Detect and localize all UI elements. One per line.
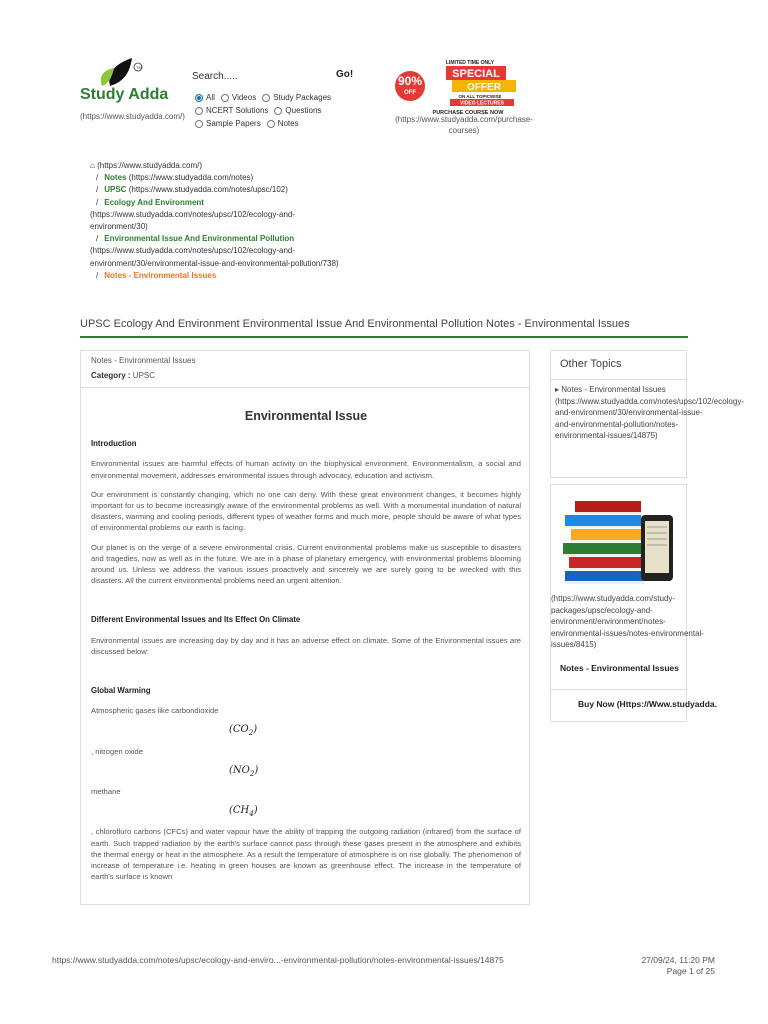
promo-limited: LIMITED TIME ONLY	[445, 60, 495, 66]
formula-ch4: $(CH_4)$	[229, 805, 258, 819]
breadcrumb-item-notes[interactable]: / Notes (https://www.studyadda.com/notes)	[96, 173, 254, 183]
search-options-row-3	[195, 119, 305, 128]
card-category: Category : UPSC	[91, 371, 156, 380]
formula-co2: $(CO_2)$	[229, 724, 258, 738]
promo-on-all: ON ALL TOPICWISE	[458, 94, 502, 99]
radio-icon[interactable]	[262, 94, 270, 102]
logo-text: Study Adda	[80, 86, 169, 103]
formula-no2: $(NO_2)$	[229, 764, 259, 778]
notes-card	[80, 350, 530, 905]
study-package-panel	[550, 484, 717, 722]
radio-icon[interactable]	[195, 107, 203, 115]
svg-text:TM: TM	[136, 65, 142, 70]
breadcrumb-item-environmental-issue[interactable]: / Environmental Issue And Environmental Pollution (https://www.studyadda.com/notes/upsc/102/ecology-and-environment/30/environmental-issue-and-environmental-pollution/738)	[90, 234, 339, 268]
logo-url[interactable]: (https://www.studyadda.com/)	[80, 112, 185, 121]
study-adda-logo[interactable]	[80, 56, 180, 106]
option-sample-papers[interactable]: Sample Papers	[195, 119, 261, 128]
paragraph: Our planet is on the verge of a severe environmental crisis. Current environmental problems make us susceptible to disasters and tragedies, now as well as in the future. We are in a phase of planetary emergency, with environmental problems blooming around us. Unless we address the various issues proactively and sincerely we are surely going to be wrecked with this disasters. All the current environmental problems need an urgent attention.	[91, 542, 521, 586]
card-header	[81, 351, 529, 388]
card-note-name: Notes - Environmental Issues	[91, 356, 196, 365]
search-options-row-1	[195, 93, 337, 102]
study-package-url[interactable]: (https://www.studyadda.com/study-packages/upsc/ecology-and-environment/environment/notes-environmental-issues/notes-environmental-issues/8415)	[551, 594, 704, 649]
option-all[interactable]: All	[195, 93, 215, 102]
article-content	[91, 411, 521, 890]
article-title: Environmental Issue	[244, 409, 368, 423]
paragraph: Environmental issues are increasing day by day and it has an adverse effect on climate. Some of the Environmental issues are discussed below:	[91, 635, 521, 656]
footer-page-number: Page 1 of 25	[666, 966, 715, 976]
promo-purchase: PURCHASE COURSE NOW	[432, 110, 504, 116]
intro-heading: Introduction	[91, 439, 137, 449]
search-input[interactable]: Search.....	[192, 71, 238, 82]
promo-special: SPECIAL	[452, 68, 500, 80]
promo-url[interactable]: (https://www.studyadda.com/purchase-courses)	[395, 115, 533, 135]
paragraph: Environmental issues are harmful effects of human activity on the biophysical environment. Environmentalism, a social and environmental movement, addresses environmental issues through advocacy, education and activism.	[91, 459, 521, 480]
books-tablet-image[interactable]	[561, 493, 679, 593]
promo-off: OFF	[404, 90, 416, 96]
radio-icon[interactable]	[274, 107, 282, 115]
paragraph: , chlorofluro carbons (CFCs) and water vapour have the ability of trapping the outgoing radiation (infrared) from the surface of earth. Such trapped radiation by the earth's surface cannot pass through these gases present in the atmosphere and exhibits the thermal energy or heat in the atmosphere. As a result the temperature of atmosphere is on rise globally. The phenomenon of increase of temperature i.e. heating in green houses are known as greenhouse effect. The increase in the temperature of earth's surface is known	[91, 827, 521, 882]
footer-datetime: 27/09/24, 11:20 PM	[641, 955, 715, 965]
other-topic-link[interactable]: ▸ Notes - Environmental Issues (https://www.studyadda.com/notes/upsc/102/ecology-and-environment/30/environmental-issue-and-environmental-pollution/notes-environmental-issues/14875)	[555, 385, 744, 440]
radio-icon[interactable]	[221, 94, 229, 102]
option-questions[interactable]: Questions	[274, 106, 321, 115]
section-heading-effect: Different Environmental Issues and Its Effect On Climate	[91, 615, 301, 625]
promo-percent: 90%	[397, 74, 423, 88]
option-notes[interactable]: Notes	[267, 119, 299, 128]
option-videos[interactable]: Videos	[221, 93, 256, 102]
section-heading-global-warming: Global Warming	[91, 686, 151, 696]
special-offer-banner[interactable]	[394, 58, 522, 118]
promo-offer: OFFER	[467, 82, 501, 93]
breadcrumb-home[interactable]: ⌂ (https://www.studyadda.com/)	[90, 161, 203, 170]
radio-icon[interactable]	[195, 94, 203, 102]
breadcrumb-item-current: / Notes - Environmental Issues	[96, 270, 217, 280]
paragraph: Atmospheric gases like carbondioxide	[91, 706, 219, 716]
breadcrumb-item-upsc[interactable]: / UPSC (https://www.studyadda.com/notes/upsc/102)	[96, 185, 288, 195]
promo-video: VIDEO LECTURES	[460, 100, 504, 107]
footer-url: https://www.studyadda.com/notes/upsc/ecology-and-enviro...-environmental-pollution/notes-environmental-issues/14875	[52, 955, 504, 965]
study-package-name: Notes - Environmental Issues	[559, 663, 680, 673]
option-ncert-solutions[interactable]: NCERT Solutions	[195, 106, 268, 115]
radio-icon[interactable]	[267, 120, 275, 128]
home-icon: ⌂	[90, 161, 95, 170]
title-divider	[80, 336, 688, 338]
go-button[interactable]: Go!	[336, 69, 354, 80]
paragraph: Our environment is constantly changing, which no one can deny. With these great environment changes, it becomes highly important for us to become increasingly aware of the environmental problems as well. With a monumental inundation of natural disasters, warming and cooling periods, different types of weather forms and much more, people should be aware of what types of environmental problems our earth is facing.	[91, 489, 521, 533]
paragraph: methane	[91, 787, 121, 797]
option-study-packages[interactable]: Study Packages	[262, 93, 331, 102]
paragraph: , nitrogen oxide	[91, 746, 143, 756]
buy-now-link[interactable]: Buy Now (Https://Www.studyadda.	[578, 699, 717, 709]
breadcrumb-item-ecology[interactable]: / Ecology And Environment (https://www.studyadda.com/notes/upsc/102/ecology-and-environment/30)	[90, 197, 295, 232]
triangle-right-icon: ▸	[555, 385, 560, 394]
footer-meta	[600, 955, 715, 977]
radio-icon[interactable]	[195, 120, 203, 128]
breadcrumb	[90, 160, 340, 282]
page-title: UPSC Ecology And Environment Environmental Issue And Environmental Pollution Notes - Environmental Issues	[80, 318, 630, 330]
other-topics-title: Other Topics	[560, 358, 622, 370]
search-options-row-2	[195, 106, 327, 115]
other-topics-panel	[550, 350, 744, 478]
